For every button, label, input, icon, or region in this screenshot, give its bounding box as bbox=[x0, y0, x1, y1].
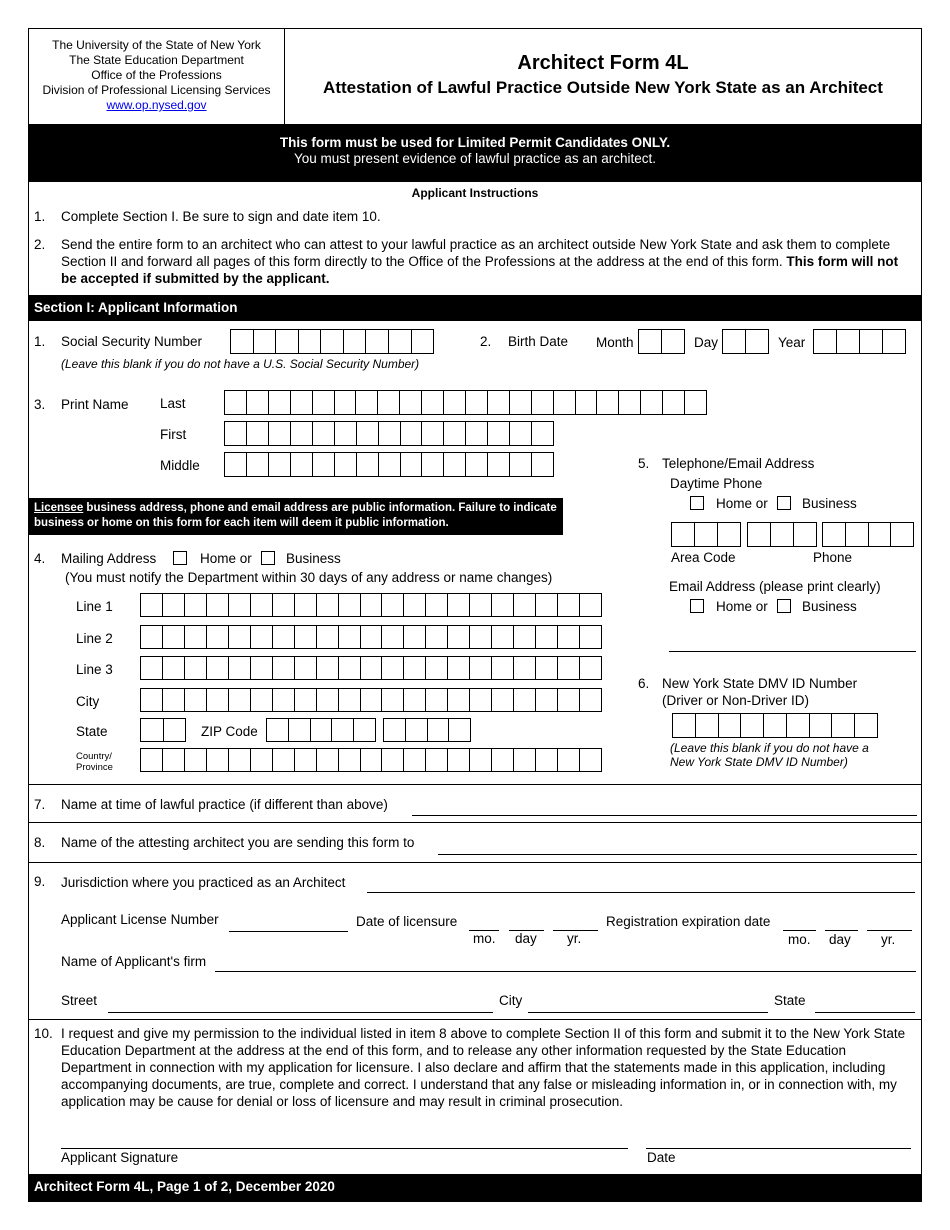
middle-name-input[interactable] bbox=[224, 452, 554, 477]
item-num: 8. bbox=[34, 835, 46, 850]
attestation-text: I request and give my permission to the individual listed in item 8 above to complete Section II of this form and submit it to the New York State Education Department at the address at the end of this form, and to release any other information requested by the State Education Department in connection with my application for licensure. I also declare and affirm that the statements made in this application, including accompanying documents, are true, complete and correct. I understand that any false or misleading information in, or in connection with, my application may be cause for denial or loss of licensure and may result in criminal prosecution. bbox=[61, 1026, 906, 1109]
street-label: Street bbox=[61, 993, 98, 1008]
website-link[interactable]: www.op.nysed.gov bbox=[106, 98, 207, 112]
phone-line-input[interactable] bbox=[822, 522, 914, 547]
signature-label: Applicant Signature bbox=[61, 1150, 179, 1165]
mailing-business-checkbox[interactable] bbox=[261, 551, 275, 565]
instructions-title: Applicant Instructions bbox=[411, 186, 539, 200]
phone-home-checkbox[interactable] bbox=[690, 496, 704, 510]
area-code-input[interactable] bbox=[671, 522, 741, 547]
mailing-home-checkbox[interactable] bbox=[173, 551, 187, 565]
item-num: 6. bbox=[638, 676, 650, 691]
agency-line: Office of the Professions bbox=[91, 68, 222, 82]
form-subtitle: Attestation of Lawful Practice Outside New York State as an Architect bbox=[323, 78, 883, 97]
country-label bbox=[76, 751, 113, 773]
mailing-business-label: Business bbox=[286, 551, 341, 566]
ssn-note: (Leave this blank if you do not have a U.S. Social Security Number) bbox=[61, 357, 420, 371]
email-business-checkbox[interactable] bbox=[777, 599, 791, 613]
agency-line: The State Education Department bbox=[69, 53, 244, 67]
phone-business-label: Business bbox=[802, 496, 857, 511]
state-input[interactable] bbox=[140, 718, 186, 742]
notice-text: business address, phone and email address are public information. Failure to indicate business or home on this form for each item will deem it public information. bbox=[34, 502, 557, 529]
agency-block bbox=[29, 38, 284, 113]
item-num: 10. bbox=[34, 1026, 53, 1041]
address-line3-input[interactable] bbox=[140, 656, 602, 680]
area-code-label: Area Code bbox=[671, 550, 736, 565]
phone-prefix-input[interactable] bbox=[747, 522, 817, 547]
street-input[interactable] bbox=[108, 1012, 493, 1013]
item-num: 2. bbox=[480, 334, 492, 349]
address-line1-input[interactable] bbox=[140, 593, 602, 617]
state-label: State bbox=[76, 724, 108, 739]
licensure-day-label: day bbox=[515, 931, 537, 946]
ssn-input[interactable] bbox=[230, 329, 434, 354]
license-number-label: Applicant License Number bbox=[61, 912, 219, 927]
first-name-label: First bbox=[160, 427, 187, 442]
licensure-mo-label: mo. bbox=[473, 931, 496, 946]
last-name-input[interactable] bbox=[224, 390, 707, 415]
zip-label: ZIP Code bbox=[201, 724, 258, 739]
phone-email-label: Telephone/Email Address bbox=[662, 456, 815, 471]
daytime-phone-label: Daytime Phone bbox=[670, 476, 763, 491]
item-num: 4. bbox=[34, 551, 46, 566]
birth-day-label: Day bbox=[694, 335, 719, 350]
mailing-home-label: Home or bbox=[200, 551, 252, 566]
city-label: City bbox=[76, 694, 100, 709]
line3-label: Line 3 bbox=[76, 662, 113, 677]
header-divider bbox=[284, 28, 285, 124]
footer: Architect Form 4L, Page 1 of 2, December 2020 bbox=[28, 1174, 922, 1202]
instruction-num: 1. bbox=[34, 209, 46, 224]
banner bbox=[28, 124, 922, 182]
reg-exp-mo-label: mo. bbox=[788, 932, 811, 947]
divider bbox=[28, 862, 922, 863]
firm-input[interactable] bbox=[215, 971, 916, 972]
dmv-sublabel: (Driver or Non-Driver ID) bbox=[662, 693, 810, 708]
mailing-label: Mailing Address bbox=[61, 551, 157, 566]
reg-exp-yr-input[interactable] bbox=[867, 930, 912, 931]
line2-label: Line 2 bbox=[76, 631, 113, 646]
item8-label: Name of the attesting architect you are sending this form to bbox=[61, 835, 415, 850]
reg-exp-day-input[interactable] bbox=[825, 930, 858, 931]
dmv-label: New York State DMV ID Number bbox=[662, 676, 858, 691]
middle-name-label: Middle bbox=[160, 458, 200, 473]
line1-label: Line 1 bbox=[76, 599, 113, 614]
instruction-text bbox=[61, 236, 911, 287]
birth-day-input[interactable] bbox=[722, 329, 769, 354]
birth-month-label: Month bbox=[596, 335, 634, 350]
reg-exp-yr-label: yr. bbox=[881, 932, 896, 947]
zip4-input[interactable] bbox=[383, 718, 471, 742]
item-num: 3. bbox=[34, 397, 46, 412]
phone-home-label: Home or bbox=[716, 496, 768, 511]
email-input[interactable] bbox=[669, 651, 916, 652]
jurisdiction-input[interactable] bbox=[367, 892, 915, 893]
last-name-label: Last bbox=[160, 396, 186, 411]
item7-input[interactable] bbox=[412, 815, 917, 816]
firm-city-input[interactable] bbox=[528, 1012, 768, 1013]
address-line2-input[interactable] bbox=[140, 625, 602, 649]
item-num: 7. bbox=[34, 797, 46, 812]
item-num: 1. bbox=[34, 334, 46, 349]
item-num: 5. bbox=[638, 456, 650, 471]
item-num: 9. bbox=[34, 874, 46, 889]
divider bbox=[28, 822, 922, 823]
instruction-warning: This form will not be accepted if submitted by the applicant. bbox=[61, 254, 899, 286]
instruction-num: 2. bbox=[34, 237, 46, 252]
banner-line2: You must present evidence of lawful practice as an architect. bbox=[294, 151, 656, 166]
country-label-line: Country/ bbox=[76, 751, 112, 762]
email-home-checkbox[interactable] bbox=[690, 599, 704, 613]
ssn-label: Social Security Number bbox=[61, 334, 203, 349]
licensure-yr-label: yr. bbox=[567, 931, 582, 946]
reg-exp-mo-input[interactable] bbox=[783, 930, 816, 931]
agency-line: Division of Professional Licensing Services bbox=[42, 83, 271, 97]
divider bbox=[28, 784, 922, 785]
form-title: Architect Form 4L bbox=[517, 52, 689, 74]
reg-exp-label: Registration expiration date bbox=[606, 914, 771, 929]
birth-year-label: Year bbox=[778, 335, 806, 350]
firm-state-input[interactable] bbox=[815, 1012, 915, 1013]
firm-label: Name of Applicant's firm bbox=[61, 954, 207, 969]
name-label: Print Name bbox=[61, 397, 129, 412]
dmv-id-input[interactable] bbox=[672, 713, 878, 738]
date-input[interactable] bbox=[646, 1148, 911, 1149]
phone-label: Phone bbox=[813, 550, 853, 565]
section1-title: Section I: Applicant Information bbox=[28, 295, 922, 321]
birth-year-input[interactable] bbox=[813, 329, 906, 354]
divider bbox=[28, 1019, 922, 1020]
license-number-input[interactable] bbox=[229, 931, 348, 932]
firm-state-label: State bbox=[774, 993, 806, 1008]
item7-label: Name at time of lawful practice (if different than above) bbox=[61, 797, 388, 812]
phone-business-checkbox[interactable] bbox=[777, 496, 791, 510]
city-input[interactable] bbox=[140, 688, 602, 712]
zip-input[interactable] bbox=[266, 718, 376, 742]
banner-line1: This form must be used for Limited Permit Candidates ONLY. bbox=[279, 135, 671, 150]
firm-city-label: City bbox=[499, 993, 523, 1008]
mailing-note: (You must notify the Department within 30 days of any address or name changes) bbox=[65, 570, 553, 585]
first-name-input[interactable] bbox=[224, 421, 554, 446]
country-label-line: Province bbox=[76, 762, 113, 773]
signature-input[interactable] bbox=[61, 1148, 628, 1149]
reg-exp-day-label: day bbox=[829, 932, 851, 947]
agency-line: The University of the State of New York bbox=[52, 38, 261, 52]
birth-label: Birth Date bbox=[508, 334, 569, 349]
instruction-body: Send the entire form to an architect who can attest to your lawful practice as an architect outside New York State and ask them to complete Section II and forward all pages of this form directly to the Office of the Professions at the address at the end of this form. bbox=[61, 237, 891, 269]
email-home-label: Home or bbox=[716, 599, 768, 614]
instruction-text: Complete Section I. Be sure to sign and date item 10. bbox=[61, 209, 381, 224]
dmv-note: (Leave this blank if you do not have a bbox=[670, 741, 869, 755]
notice-licensee: Licensee bbox=[34, 502, 84, 514]
birth-month-input[interactable] bbox=[638, 329, 685, 354]
public-info-notice bbox=[29, 498, 563, 535]
email-label: Email Address (please print clearly) bbox=[669, 579, 881, 594]
date-label: Date bbox=[647, 1150, 676, 1165]
jurisdiction-label: Jurisdiction where you practiced as an Architect bbox=[61, 875, 346, 890]
date-licensure-label: Date of licensure bbox=[356, 914, 458, 929]
country-input[interactable] bbox=[140, 748, 602, 772]
email-business-label: Business bbox=[802, 599, 857, 614]
item8-input[interactable] bbox=[438, 854, 917, 855]
dmv-note: New York State DMV ID Number) bbox=[670, 755, 848, 769]
